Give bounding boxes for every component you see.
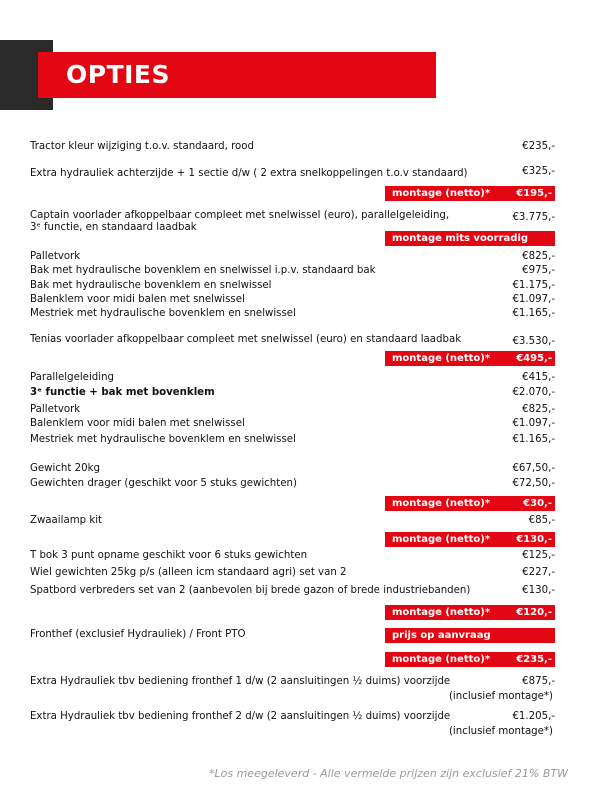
inclusive-note: (inclusief montage*) bbox=[448, 726, 553, 737]
montage-bar: montage (netto)* €30,- bbox=[385, 496, 555, 511]
montage-bar: montage (netto)* €495,- bbox=[385, 351, 555, 366]
montage-bar: montage (netto)* €195,- bbox=[385, 186, 555, 201]
montage-bar: montage (netto)* €130,- bbox=[385, 532, 555, 547]
montage-bar: montage (netto)* €120,- bbox=[385, 605, 555, 620]
price-on-request-bar: prijs op aanvraag bbox=[385, 628, 555, 643]
montage-bar: montage mits voorradig n.v.t. bbox=[385, 231, 555, 246]
montage-bar: montage (netto)* €235,- bbox=[385, 652, 555, 667]
footer-note: *Los meegeleverd - Alle vermelde prijzen zijn exclusief 21% BTW bbox=[209, 767, 568, 780]
page-title: OPTIES bbox=[38, 52, 436, 98]
inclusive-note: (inclusief montage*) bbox=[448, 691, 553, 702]
